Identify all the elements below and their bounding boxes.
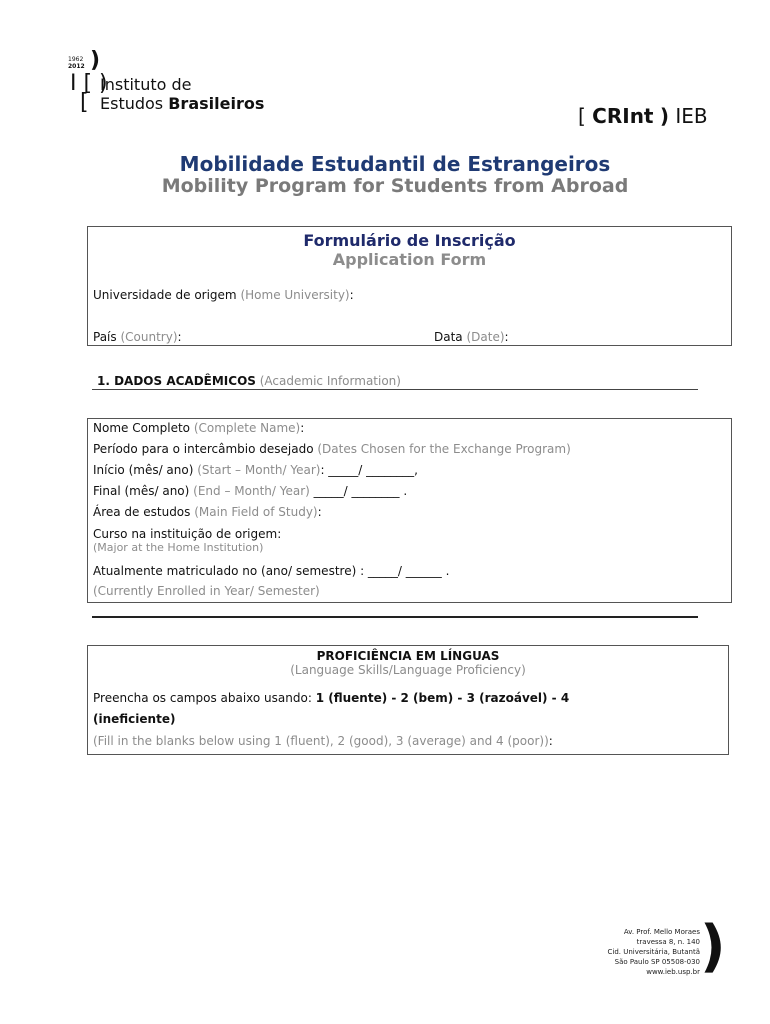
course-label-en: (Major at the Home Institution) (93, 541, 264, 554)
colon: : (177, 330, 182, 344)
logo-year-1962: 1962 (68, 56, 84, 63)
section-academic-header (97, 374, 401, 388)
period-label: Período para o intercâmbio desejado (93, 442, 314, 456)
crint-name: CRInt (592, 104, 654, 128)
page-title-en: Mobility Program for Students from Abroad (161, 175, 629, 197)
instruction-scale-continued: (ineficiente) (93, 712, 176, 726)
section-divider-thick (92, 616, 698, 618)
end-label-en: (End – Month/ Year) (193, 484, 310, 498)
crint-suffix: IEB (675, 104, 708, 128)
period-label-en: (Dates Chosen for the Exchange Program) (317, 442, 571, 456)
institution-address (560, 927, 700, 977)
logo-line-2-regular: Estudos (100, 94, 169, 113)
date-field[interactable] (434, 330, 509, 344)
field-of-study-label: Área de estudos (93, 505, 191, 519)
colon: : (349, 288, 354, 302)
crint-bracket-open: [ (578, 104, 586, 128)
end-date-field[interactable] (93, 484, 407, 498)
end-label: Final (mês/ ano) (93, 484, 190, 498)
enrolled-year-field[interactable] (93, 564, 449, 578)
enrolled-label-en-text: (Currently Enrolled in Year/ Semester) (93, 584, 320, 598)
country-label-en: (Country) (120, 330, 178, 344)
crint-bracket-close: ) (659, 104, 669, 128)
form-title-en: Application Form (332, 250, 487, 269)
colon: : (504, 330, 509, 344)
enrolled-year-label-en (93, 584, 320, 598)
logo-bracket-bottom: [ (80, 90, 89, 115)
logo-line-1: Instituto de (100, 75, 192, 94)
address-website: www.ieb.usp.br (646, 968, 700, 976)
language-proficiency-box (87, 645, 729, 755)
page-title-pt: Mobilidade Estudantil de Estrangeiros (179, 152, 611, 176)
proficiency-instruction-en (93, 734, 553, 748)
course-field[interactable] (93, 527, 281, 554)
address-bracket: ) (700, 914, 726, 979)
home-university-label-en: (Home University) (240, 288, 350, 302)
section-academic-title-en: (Academic Information) (259, 374, 401, 388)
full-name-field[interactable] (93, 421, 304, 435)
course-label: Curso na instituição de origem: (93, 527, 282, 541)
logo-bracket-middle: I [ ) (70, 71, 108, 96)
proficiency-title: PROFICIÊNCIA EM LÍNGUAS (316, 649, 500, 663)
instruction-scale: 1 (fluente) - 2 (bem) - 3 (razoável) - 4 (315, 691, 570, 705)
field-of-study-field[interactable] (93, 505, 322, 519)
colon: : (300, 421, 305, 435)
field-of-study-label-en: (Main Field of Study) (194, 505, 318, 519)
start-date-field[interactable] (93, 463, 418, 477)
instruction-prefix: Preencha os campos abaixo usando: (93, 691, 316, 705)
full-name-label: Nome Completo (93, 421, 190, 435)
start-label: Início (mês/ ano) (93, 463, 194, 477)
address-line-1: Av. Prof. Mello Moraes (623, 928, 700, 936)
address-line-3: Cid. Universitária, Butantã (607, 948, 700, 956)
proficiency-instruction (93, 691, 569, 705)
start-blanks: : _____/ ________, (320, 463, 418, 477)
instruction-en: (Fill in the blanks below using 1 (fluent), 2 (good), 3 (average) and 4 (poor)) (93, 734, 549, 748)
application-form-box (87, 226, 732, 346)
section-divider (92, 389, 698, 390)
address-line-2: travessa 8, n. 140 (636, 938, 700, 946)
start-label-en: (Start – Month/ Year) (197, 463, 321, 477)
logo-line-2-bold: Brasileiros (168, 94, 265, 113)
ieb-logo (66, 48, 296, 118)
logo-line-2 (100, 95, 264, 113)
logo-bracket-top: ) (90, 48, 101, 73)
colon: : (317, 505, 322, 519)
academic-info-box (87, 418, 732, 603)
colon: : (548, 734, 553, 748)
home-university-label: Universidade de origem (93, 288, 237, 302)
enrolled-label: Atualmente matriculado no (ano/ semestre) : _____/ ______ . (93, 564, 450, 578)
form-title-pt: Formulário de Inscrição (303, 231, 516, 250)
address-line-4: São Paulo SP 05508-030 (614, 958, 700, 966)
logo-year-2012: 2012 (68, 63, 85, 70)
section-academic-title: 1. DADOS ACADÊMICOS (97, 374, 256, 388)
proficiency-title-en: (Language Skills/Language Proficiency) (290, 663, 526, 677)
exchange-period-label (93, 442, 571, 456)
logo-years (68, 56, 85, 70)
country-field[interactable] (93, 330, 182, 344)
crint-logo (578, 104, 708, 128)
date-label-en: (Date) (466, 330, 505, 344)
end-blanks: _____/ ________ . (309, 484, 408, 498)
full-name-label-en: (Complete Name) (193, 421, 301, 435)
date-label: Data (434, 330, 463, 344)
home-university-field[interactable] (93, 288, 354, 302)
country-label: País (93, 330, 117, 344)
